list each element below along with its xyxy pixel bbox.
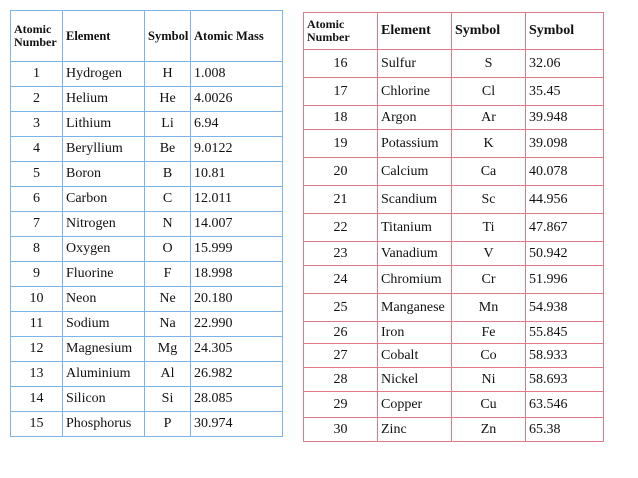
elements-table-right: [303, 12, 604, 442]
atomic-mass-cell: 39.098: [526, 130, 604, 158]
table-row: [11, 362, 283, 387]
atomic-number-cell: 17: [304, 78, 378, 106]
symbol-cell: Be: [145, 137, 191, 162]
atomic-mass-cell: 30.974: [191, 412, 283, 437]
symbol-cell: S: [452, 50, 526, 78]
element-cell: Beryllium: [63, 137, 145, 162]
table-row: [304, 344, 604, 368]
table-row: [304, 214, 604, 242]
atomic-mass-cell: 35.45: [526, 78, 604, 106]
atomic-number-cell: 15: [11, 412, 63, 437]
table-row: [11, 137, 283, 162]
element-cell: Aluminium: [63, 362, 145, 387]
atomic-mass-cell: 44.956: [526, 186, 604, 214]
atomic-number-cell: 10: [11, 287, 63, 312]
atomic-mass-cell: 28.085: [191, 387, 283, 412]
symbol-cell: Ne: [145, 287, 191, 312]
atomic-number-cell: 8: [11, 237, 63, 262]
symbol-cell: Cl: [452, 78, 526, 106]
atomic-mass-cell: 51.996: [526, 266, 604, 294]
symbol-cell: Ni: [452, 368, 526, 392]
symbol-cell: Zn: [452, 418, 526, 442]
atomic-mass-cell: 58.693: [526, 368, 604, 392]
symbol-cell: H: [145, 62, 191, 87]
atomic-mass-cell: 50.942: [526, 242, 604, 266]
elements-table-left: [10, 10, 283, 437]
atomic-mass-cell: 20.180: [191, 287, 283, 312]
table-row: [11, 62, 283, 87]
element-cell: Boron: [63, 162, 145, 187]
atomic-mass-cell: 15.999: [191, 237, 283, 262]
symbol-cell: Mg: [145, 337, 191, 362]
table-row: [11, 412, 283, 437]
table-row: [11, 112, 283, 137]
header-symbol-mass: Symbol: [526, 13, 604, 50]
element-cell: Chlorine: [378, 78, 452, 106]
table-row: [304, 322, 604, 344]
atomic-number-cell: 9: [11, 262, 63, 287]
header-atomic-mass: Atomic Mass: [191, 11, 283, 62]
atomic-number-cell: 26: [304, 322, 378, 344]
element-cell: Sodium: [63, 312, 145, 337]
element-cell: Helium: [63, 87, 145, 112]
table-row: [304, 368, 604, 392]
element-cell: Phosphorus: [63, 412, 145, 437]
header-symbol: Symbol: [145, 11, 191, 62]
symbol-cell: Cu: [452, 392, 526, 418]
element-cell: Carbon: [63, 187, 145, 212]
symbol-cell: V: [452, 242, 526, 266]
element-cell: Neon: [63, 287, 145, 312]
element-cell: Scandium: [378, 186, 452, 214]
table-row: [304, 242, 604, 266]
symbol-cell: Cr: [452, 266, 526, 294]
atomic-mass-cell: 9.0122: [191, 137, 283, 162]
element-cell: Potassium: [378, 130, 452, 158]
atomic-number-cell: 14: [11, 387, 63, 412]
atomic-number-cell: 18: [304, 106, 378, 130]
element-cell: Nitrogen: [63, 212, 145, 237]
atomic-number-cell: 27: [304, 344, 378, 368]
atomic-mass-cell: 26.982: [191, 362, 283, 387]
table-row: [304, 392, 604, 418]
element-cell: Oxygen: [63, 237, 145, 262]
atomic-number-cell: 5: [11, 162, 63, 187]
atomic-number-cell: 2: [11, 87, 63, 112]
atomic-number-cell: 4: [11, 137, 63, 162]
atomic-mass-cell: 63.546: [526, 392, 604, 418]
element-cell: Copper: [378, 392, 452, 418]
atomic-number-cell: 11: [11, 312, 63, 337]
atomic-number-cell: 7: [11, 212, 63, 237]
header-element: Element: [378, 13, 452, 50]
element-cell: Fluorine: [63, 262, 145, 287]
table-row: [304, 266, 604, 294]
symbol-cell: Co: [452, 344, 526, 368]
atomic-number-cell: 13: [11, 362, 63, 387]
atomic-number-cell: 24: [304, 266, 378, 294]
symbol-cell: Na: [145, 312, 191, 337]
symbol-cell: He: [145, 87, 191, 112]
table-row: [11, 337, 283, 362]
atomic-number-cell: 6: [11, 187, 63, 212]
element-cell: Calcium: [378, 158, 452, 186]
table-row: [304, 50, 604, 78]
element-cell: Nickel: [378, 368, 452, 392]
table-row: [304, 294, 604, 322]
element-cell: Titanium: [378, 214, 452, 242]
symbol-cell: Fe: [452, 322, 526, 344]
atomic-number-cell: 1: [11, 62, 63, 87]
table-row: [11, 187, 283, 212]
symbol-cell: O: [145, 237, 191, 262]
element-cell: Iron: [378, 322, 452, 344]
table-row: [11, 212, 283, 237]
header-symbol: Symbol: [452, 13, 526, 50]
table-row: [304, 78, 604, 106]
atomic-mass-cell: 40.078: [526, 158, 604, 186]
atomic-number-cell: 23: [304, 242, 378, 266]
element-cell: Hydrogen: [63, 62, 145, 87]
symbol-cell: F: [145, 262, 191, 287]
atomic-mass-cell: 54.938: [526, 294, 604, 322]
table-row: [11, 312, 283, 337]
atomic-number-cell: 3: [11, 112, 63, 137]
element-cell: Argon: [378, 106, 452, 130]
header-row: [304, 13, 604, 50]
table-row: [11, 287, 283, 312]
symbol-cell: Ar: [452, 106, 526, 130]
symbol-cell: N: [145, 212, 191, 237]
table-row: [11, 262, 283, 287]
table-row: [11, 387, 283, 412]
header-row: [11, 11, 283, 62]
symbol-cell: Ca: [452, 158, 526, 186]
element-cell: Chromium: [378, 266, 452, 294]
atomic-mass-cell: 14.007: [191, 212, 283, 237]
atomic-mass-cell: 47.867: [526, 214, 604, 242]
atomic-number-cell: 12: [11, 337, 63, 362]
atomic-number-cell: 25: [304, 294, 378, 322]
atomic-mass-cell: 39.948: [526, 106, 604, 130]
atomic-number-cell: 20: [304, 158, 378, 186]
atomic-mass-cell: 55.845: [526, 322, 604, 344]
element-cell: Silicon: [63, 387, 145, 412]
table-row: [304, 158, 604, 186]
atomic-mass-cell: 24.305: [191, 337, 283, 362]
element-cell: Cobalt: [378, 344, 452, 368]
header-atomic-number: Atomic Number: [304, 13, 378, 50]
atomic-number-cell: 22: [304, 214, 378, 242]
element-cell: Zinc: [378, 418, 452, 442]
table-row: [304, 418, 604, 442]
atomic-mass-cell: 1.008: [191, 62, 283, 87]
element-cell: Manganese: [378, 294, 452, 322]
element-cell: Vanadium: [378, 242, 452, 266]
symbol-cell: B: [145, 162, 191, 187]
atomic-number-cell: 21: [304, 186, 378, 214]
header-atomic-number: Atomic Number: [11, 11, 63, 62]
symbol-cell: Mn: [452, 294, 526, 322]
header-element: Element: [63, 11, 145, 62]
atomic-mass-cell: 4.0026: [191, 87, 283, 112]
right-table-body: [304, 50, 604, 442]
symbol-cell: K: [452, 130, 526, 158]
table-row: [11, 237, 283, 262]
table-row: [304, 130, 604, 158]
symbol-cell: Ti: [452, 214, 526, 242]
atomic-number-cell: 16: [304, 50, 378, 78]
atomic-number-cell: 30: [304, 418, 378, 442]
atomic-number-cell: 19: [304, 130, 378, 158]
symbol-cell: C: [145, 187, 191, 212]
element-cell: Magnesium: [63, 337, 145, 362]
symbol-cell: Sc: [452, 186, 526, 214]
atomic-number-cell: 28: [304, 368, 378, 392]
atomic-mass-cell: 65.38: [526, 418, 604, 442]
atomic-mass-cell: 10.81: [191, 162, 283, 187]
table-row: [304, 186, 604, 214]
atomic-mass-cell: 18.998: [191, 262, 283, 287]
symbol-cell: Al: [145, 362, 191, 387]
left-table-body: [11, 62, 283, 437]
symbol-cell: P: [145, 412, 191, 437]
table-row: [304, 106, 604, 130]
atomic-mass-cell: 6.94: [191, 112, 283, 137]
atomic-mass-cell: 32.06: [526, 50, 604, 78]
table-row: [11, 162, 283, 187]
symbol-cell: Li: [145, 112, 191, 137]
element-cell: Lithium: [63, 112, 145, 137]
atomic-number-cell: 29: [304, 392, 378, 418]
symbol-cell: Si: [145, 387, 191, 412]
atomic-mass-cell: 22.990: [191, 312, 283, 337]
table-row: [11, 87, 283, 112]
atomic-mass-cell: 12.011: [191, 187, 283, 212]
element-cell: Sulfur: [378, 50, 452, 78]
atomic-mass-cell: 58.933: [526, 344, 604, 368]
